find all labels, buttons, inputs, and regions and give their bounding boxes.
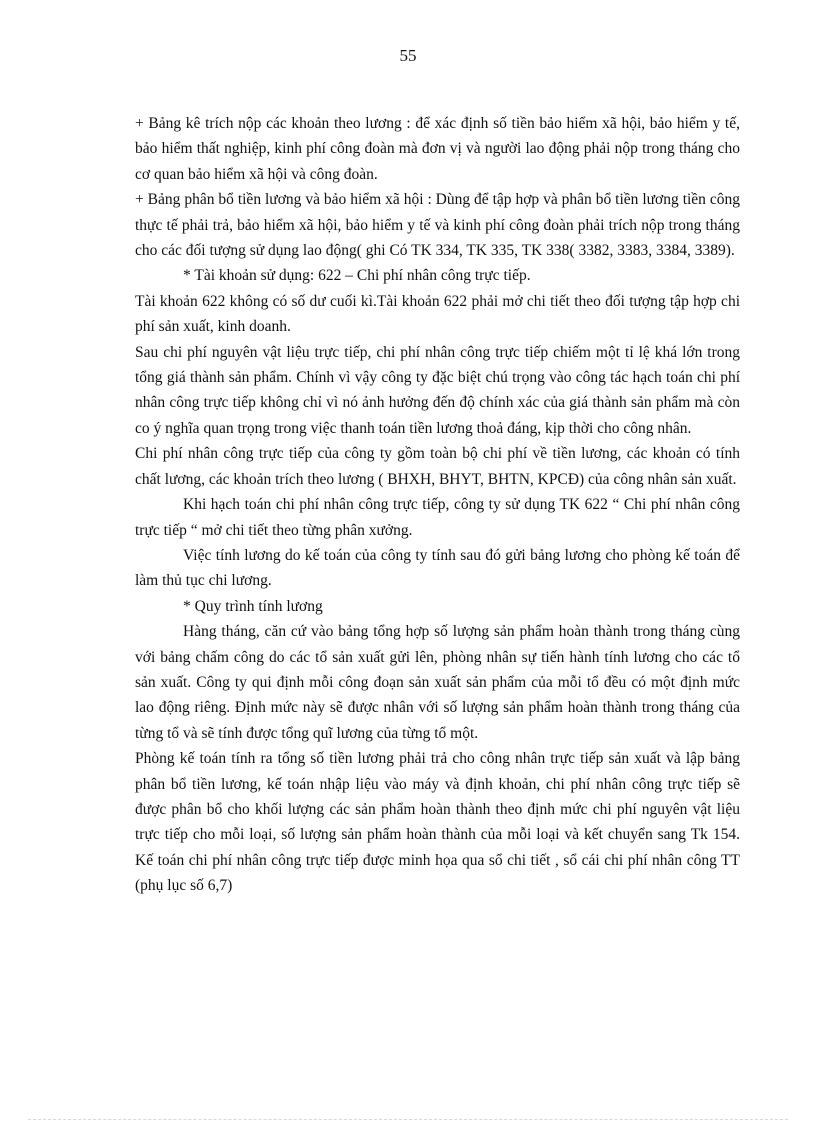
page-bottom-divider [28,1119,788,1120]
paragraph-account-622-balance: Tài khoản 622 không có số dư cuối kì.Tài khoản 622 phải mở chi tiết theo đối tượng tập hợp chi phí sản xuất, kinh doanh. [135,292,740,336]
paragraph-tk622-usage: Khi hạch toán chi phí nhân công trực tiếp, công ty sử dụng TK 622 “ Chi phí nhân công trực tiếp “ mở chi tiết theo từng phân xưởng. [135,496,740,539]
page-number: 55 [399,46,417,65]
paragraph-labor-cost-importance: Sau chi phí nguyên vật liệu trực tiếp, chi phí nhân công trực tiếp chiếm một tỉ lệ khá lớn trong tổng giá thành sản phẩm. Chính vì vậy công ty đặc biệt chú trọng vào công tác hạch toán chi phí nhân công trực tiếp không chỉ vì nó ảnh hưởng đến độ chính xác của giá thành sản phẩm mà còn co ý nghĩa quan trọng trong việc thanh toán tiền lương thoả đáng, kịp thời cho công nhân. [135,343,740,437]
paragraph-monthly-process: Hàng tháng, căn cứ vào bảng tổng hợp số lượng sản phẩm hoàn thành trong tháng cùng với bảng chấm công do các tổ sản xuất gửi lên, phòng nhân sự tiến hành tính lương cho các tổ sản xuất. Công ty qui định mỗi công đoạn sản xuất sản phẩm của mỗi tổ đều có một định mức lao động riêng. Định mức này sẽ được nhân với số lượng sản phẩm hoàn thành trong tháng của từng tổ và sẽ tính được tổng quĩ lương của từng tổ một. [135,623,740,742]
paragraph-salary-calculation: Việc tính lương do kế toán của công ty tính sau đó gửi bảng lương cho phòng kế toán để làm thủ tục chi lương. [135,546,740,590]
paragraph-labor-cost-components: Chi phí nhân công trực tiếp của công ty gồm toàn bộ chi phí về tiền lương, các khoản có tính chất lương, các khoản trích theo lương ( BHXH, BHYT, BHTN, KPCĐ) của công nhân sản xuất. [135,445,740,488]
paragraph-salary-allocation-sheet: + Bảng phân bổ tiền lương và bảo hiểm xã hội : Dùng để tập hợp và phân bổ tiền lương tiền công thực tế phải trả, bảo hiểm xã hội, bảo hiểm y tế và kinh phí công đoàn phải trích nộp trong tháng cho các đối tượng sử dụng lao động( ghi Có TK 334, TK 335, TK 338( 3382, 3383, 3384, 3389). [135,191,740,260]
document-body [135,111,740,899]
paragraph-payroll-deduction-sheet: + Bảng kê trích nộp các khoản theo lương : để xác định số tiền bảo hiểm xã hội, bảo hiểm y tế, bảo hiểm thất nghiệp, kinh phí công đoàn mà đơn vị và người lao động phải nộp trong tháng cho cơ quan bảo hiểm xã hội và công đoàn. [135,115,740,183]
paragraph-account-used: * Tài khoản sử dụng: 622 – Chi phí nhân công trực tiếp. [183,267,531,285]
paragraph-salary-process-heading: * Quy trình tính lương [183,597,323,615]
paragraph-accounting-allocation: Phòng kế toán tính ra tổng số tiền lương phải trả cho công nhân trực tiếp sản xuất và lập bảng phân bổ tiền lương, kế toán nhập liệu vào máy và định khoản, chi phí nhân công trực tiếp sẽ được phân bổ cho khối lượng các sản phẩm hoàn thành theo định mức chi phí nguyên vật liệu trực tiếp cho mỗi loại, số lượng sản phẩm hoàn thành của mỗi loại và kết chuyển sang Tk 154. Kế toán chi phí nhân công trực tiếp được minh họa qua sổ chi tiết , sổ cái chi phí nhân công TT (phụ lục số 6,7) [135,750,740,895]
